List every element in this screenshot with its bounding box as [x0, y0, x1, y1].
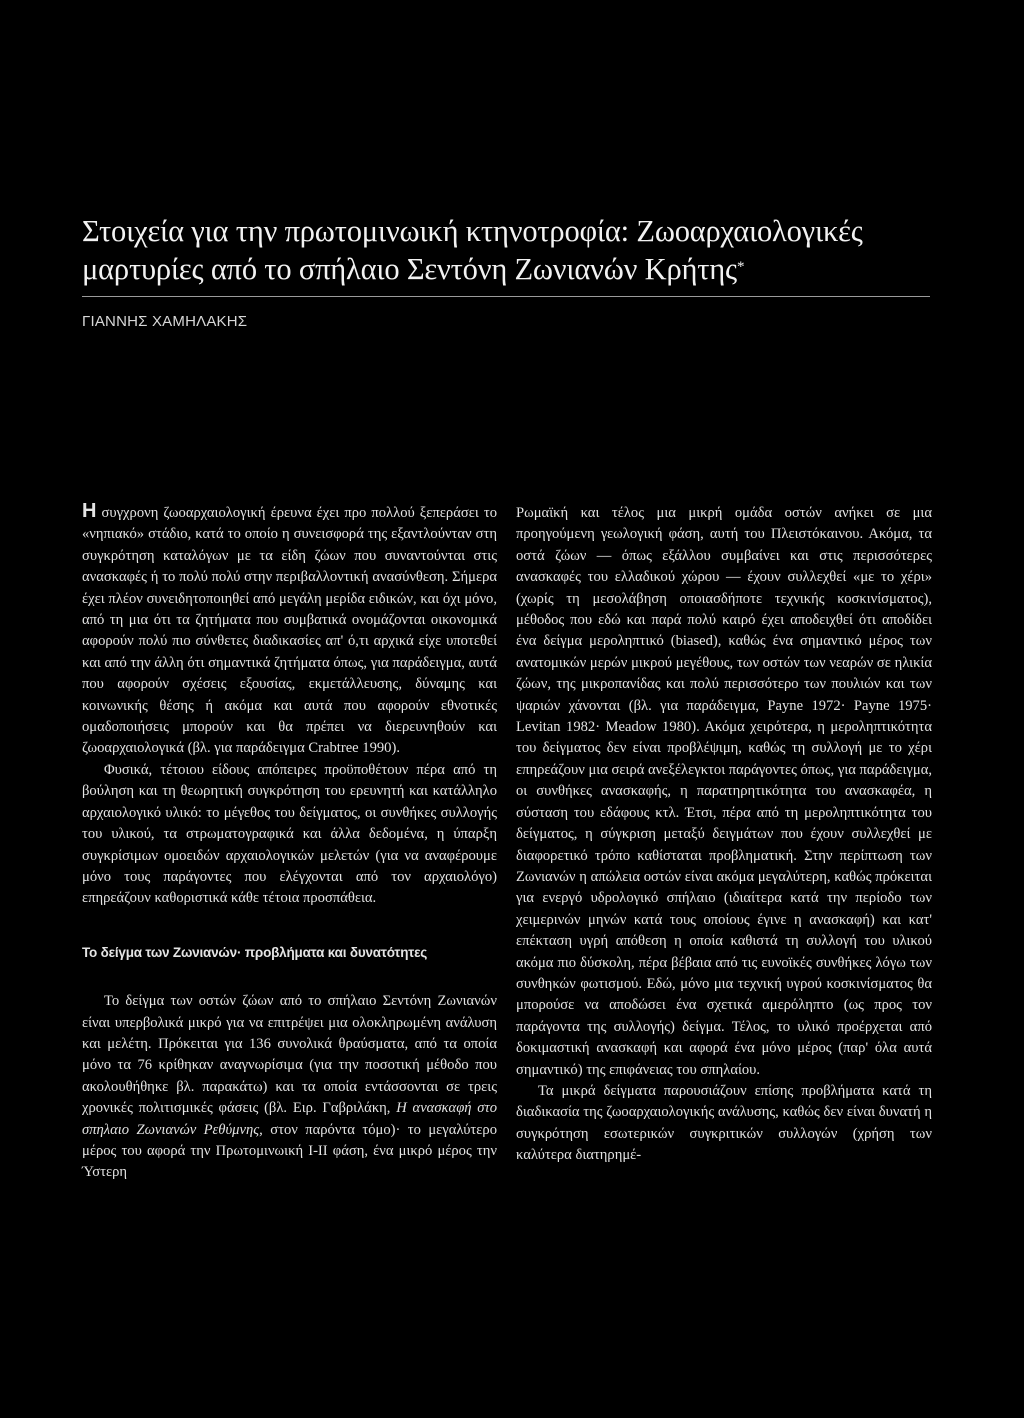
- article-title-text: Στοιχεία για την πρωτομινωική κτηνοτροφία: Ζωοαρχαιολογικές μαρτυρίες από το σπήλαιο Σεντόνη Ζωνιανών Κρήτης: [82, 214, 863, 286]
- paragraph-text: συγχρονη ζωοαρχαιολογική έρευνα έχει προ πολλού ξεπεράσει το «νηπιακό» στάδιο, κατά το οποίο η συνεισφορά της εξαντλούνταν στη συγκρότηση καταλόγων με τα είδη ζώων που συναντούνται στις ανασκαφές ή το πολύ πολύ στην περιβαλλοντική ανασύνθεση. Σήμερα έχει πλέον συνειδητοποιηθεί από μεγάλη μερίδα ειδικών, και όχι μόνο, από τη μια ότι τα ζητήματα που συμβατικά ονομάζονται οικονομικά αφορούν πολύ πιο σύνθετες διαδικασίες απ' ό,τι αρχικά είχε υποτεθεί και από την άλλη ότι σημαντικά ζητήματα όπως, για παράδειγμα, αυτά που αφορούν σχέσεις εξουσίας, εκμετάλλευσης, δύναμης και κοινωνικής θέσης ή ακόμα και αυτά που αφορούν εθνοτικές ομαδοποιήσεις μπορούν και θα πρέπει να διερευνηθούν και ζωοαρχαιολογικά (βλ. για παράδειγμα Crabtree 1990).: [82, 505, 497, 757]
- paragraph: [82, 991, 497, 1184]
- title-rule: [82, 296, 930, 297]
- paragraph-text: Το δείγμα των οστών ζώων από το σπήλαιο Σεντόνη Ζωνιανών είναι υπερβολικά μικρό για να επιτρέψει μια ολοκληρωμένη ανάλυση και μελέτη. Πρόκειται για 136 συνολικά θραύσματα, από τα οποία μόνο τα 76 κρίθηκαν αναγνωρίσιμα (για την ποσοτική μέθοδο που ακολουθήθηκε βλ. παρακάτω) και τα οποία εντάσσονται σε τρεις χρονικές πολιτισμικές φάσεις (βλ. Ειρ. Γαβριλάκη,: [82, 993, 497, 1117]
- paragraph: Τα μικρά δείγματα παρουσιάζουν επίσης προβλήματα κατά τη διαδικασία της ζωοαρχαιολογικής ανάλυσης, καθώς δεν είναι δυνατή η συγκρότηση εσωτερικών συγκριτικών συλλογών (χρήση των καλύτερα διατηρημέ-: [516, 1082, 932, 1164]
- author-name: ΓΙΑΝΝΗΣ ΧΑΜΗΛΑΚΗΣ: [82, 313, 248, 330]
- paragraph: Ρωμαϊκή και τέλος μια μικρή ομάδα οστών ανήκει σε μια προηγούμενη γεωλογική φάση, αυτή του Πλειστόκαινου. Ακόμα, τα οστά ζώων — όπως εξάλλου συμβαίνει και στις περισσότερες ανασκαφές του ελλαδικού χώρου — έχουν συλλεχθεί «με το χέρι» (χωρίς τη μεσολάβηση οποιασδήποτε τεχνικής κοσκινίσματος), μέθοδος που εδώ και παρά πολύ καιρό έχει αποδειχθεί ότι αποδίδει ένα δείγμα μεροληπτικό (biased), καθώς ένα σημαντικό μέρος των ανατομικών μερών μικρού μεγέθους, των οστών των νεαρών σε ηλικία ζώων, της μικροπανίδας και πολύ περισσότερο των πουλιών και των ψαριών χάνονται (βλ. για παράδειγμα, Payne 1972· Payne 1975· Levitan 1982· Meadow 1980). Ακόμα χειρότερα, η μεροληπτικότητα του δείγματος δεν είναι προβλέψιμη, καθώς τη συλλογή με το χέρι επηρεάζουν μια σειρά ανεξέλεγκτοι παράγοντες όπως, για παράδειγμα, οι συνθήκες ανασκαφής, η παρατηρητικότητα του ανασκαφέα, η σύσταση του εδάφους κτλ. Έτσι, πέρα από τη μεροληπτικότητα του δείγματος, η σύγκριση μεταξύ δειγμάτων που έχουν συλλεχθεί με διαφορετικό τρόπο καθίσταται προβληματική. Στην περίπτωση των Ζωνιανών η απώλεια οστών είναι ακόμα μεγαλύτερη, καθώς πρόκειται για ενεργό υδρολογικό σπήλαιο (ιδιαίτερα κατά την περίοδο των χειμερινών μηνών κατά τους οποίους έγινε η ανασκαφή) και κατ' επέκταση υγρή απόθεση η οποία καθιστά τη συλλογή του υλικού ακόμα πιο δύσκολη, πέρα βέβαια από τις ευνοϊκές συνθήκες λόγω των συνθηκών φωτισμού. Εδώ, μόνο μια τεχνική υγρού κοσκινίσματος θα μπορούσε να αποδώσει ένα σχετικά αμερόληπτο (ως προς τον παράγοντα της συλλογής) δείγμα. Τέλος, το υλικό προέρχεται από δοκιμαστική ανασκαφή και αφορά ένα μόνο μέρος (παρ' όλα αυτά σημαντικό) της επιφάνειας του σπηλαίου.: [516, 505, 932, 1078]
- right-column: [516, 503, 932, 1167]
- footnote-marker: *: [736, 259, 745, 275]
- article-title: [82, 212, 942, 288]
- paragraph-text: στον παρόντα τόμο)· το μεγαλύτερο μέρος του αφορά την Πρωτομινωική Ι-ΙΙ φάση, ένα μικρό μέρος την Ύστερη: [82, 1121, 497, 1181]
- drop-cap: Η: [82, 500, 97, 522]
- section-heading: Το δείγμα των Ζωνιανών· προβλήματα και δυνατότητες: [82, 944, 428, 960]
- left-column: [82, 500, 497, 1184]
- italic-citation: Η ανασκαφή στο σπηλαιο Ζωνιανών Ρεθύμνης,: [82, 1100, 497, 1138]
- paragraph: [82, 500, 497, 760]
- paragraph: Φυσικά, τέτοιου είδους απόπειρες προϋποθέτουν πέρα από τη βούληση και τη θεωρητική συγκρότηση του ερευνητή και κατάλληλο αρχαιολογικό υλικό: το μέγεθος του δείγματος, οι συνθήκες συλλογής του υλικού, τα στρωματογραφικά και άλλα δεδομένα, η ύπαρξη συγκρίσιμων ομοειδών αρχαιολογικών μελετών (για να αναφέρουμε μόνο τους παράγοντες που ελέγχονται από τον αρχαιολόγο) επηρεάζουν καθοριστικά κάθε τέτοια προσπάθεια.: [82, 761, 497, 907]
